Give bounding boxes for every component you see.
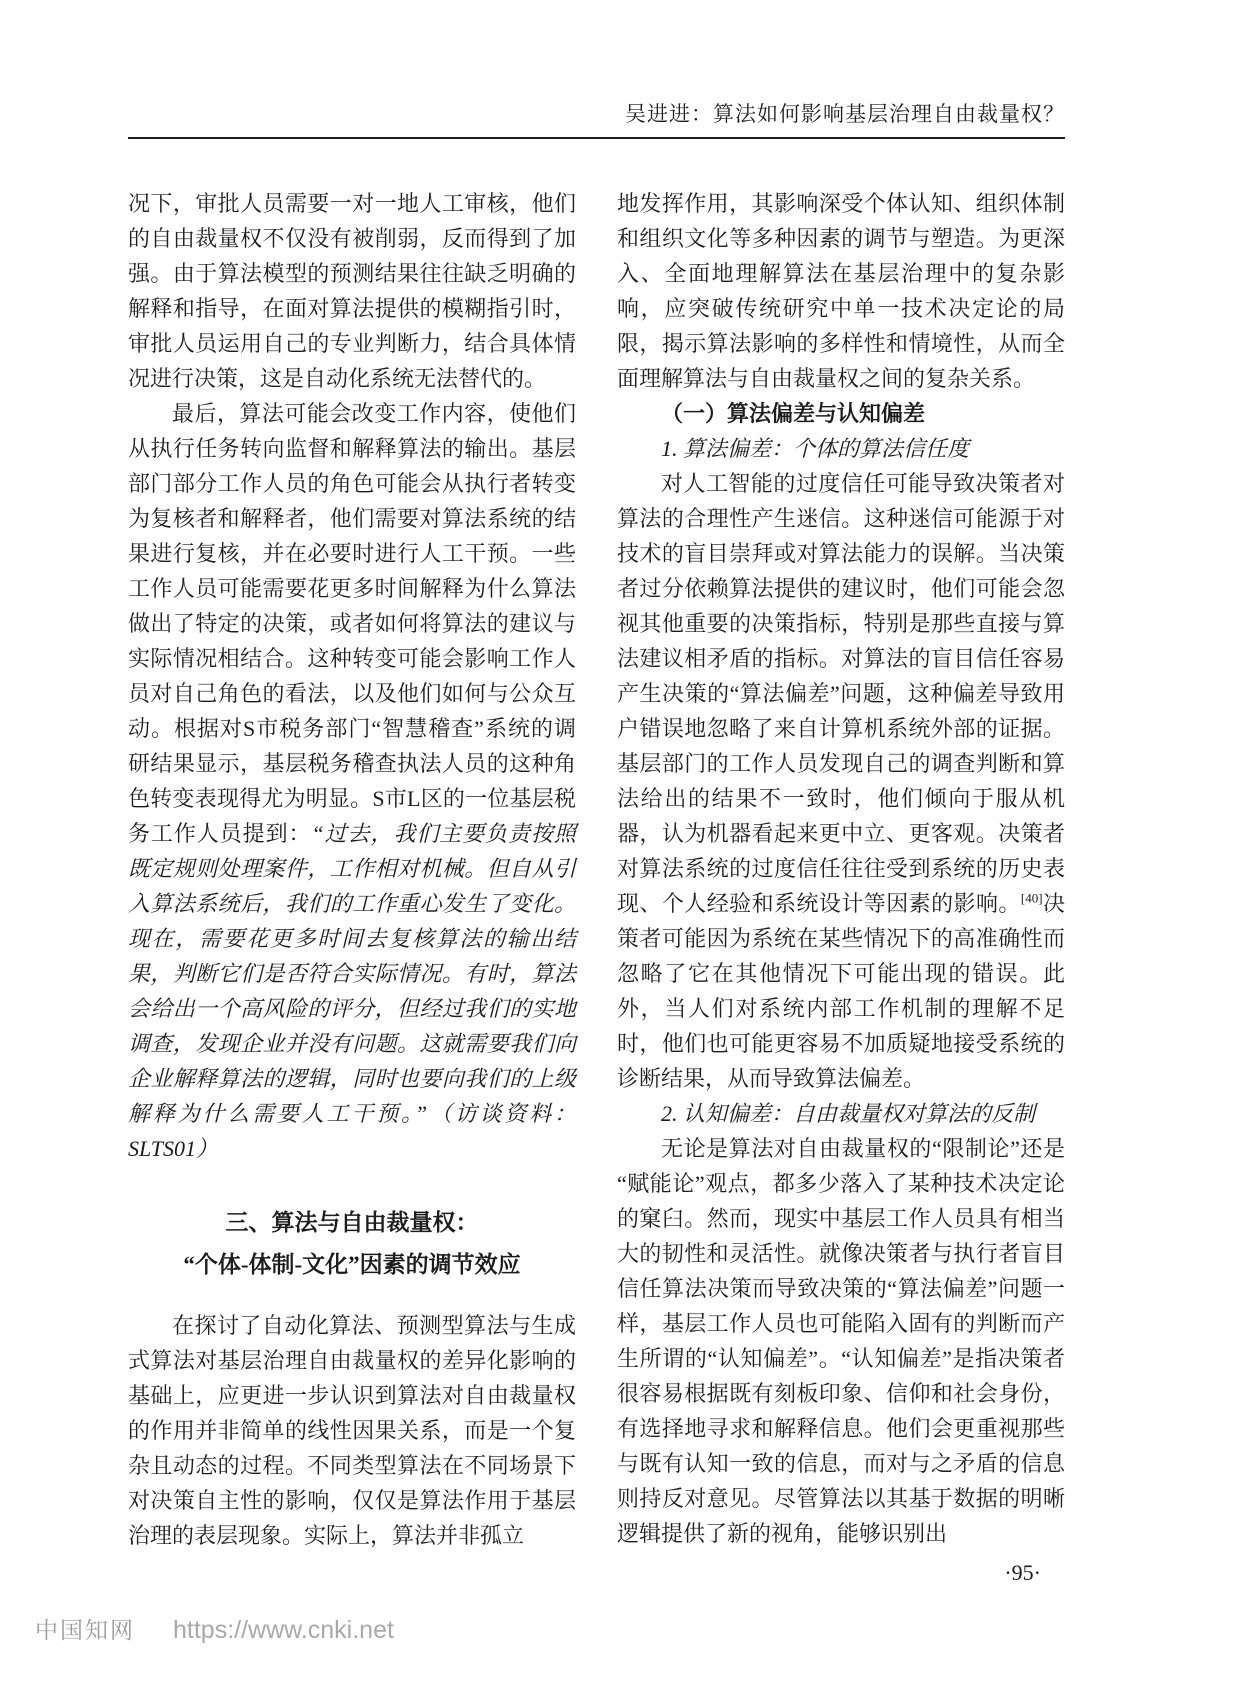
page-number: ·95· bbox=[1004, 1560, 1041, 1585]
paragraph-algorithm-bias bbox=[617, 466, 1065, 1096]
interview-quote: “过去，我们主要负责按照既定规则处理案件，工作相对机械。但自从引入算法系统后，我们的工作重心发生了变化。现在，需要花更多时间去复核算法的输出结果，判断它们是否符合实际情况。有时，算法会给出一个高风险的评分，但经过我们的实地调查，发现企业并没有问题。这就需要我们向企业解释算法的逻辑，同时也要向我们的上级解释为什么需要人工干预。”（访谈资料：SLTS01） bbox=[128, 821, 576, 1161]
left-column bbox=[128, 186, 576, 1590]
paragraph-continuation-right: 地发挥作用，其影响深受个体认知、组织体制和组织文化等多种因素的调节与塑造。为更深入、全面地理解算法在基层治理中的复杂影响，应突破传统研究中单一技术决定论的局限，揭示算法影响的多样性和情境性，从而全面理解算法与自由裁量权之间的复杂关系。 bbox=[617, 191, 1065, 391]
two-column-text bbox=[128, 186, 1065, 1590]
paragraph-continuation: 况下，审批人员需要一对一地人工审核，他们的自由裁量权不仅没有被削弱，反而得到了加强。由于算法模型的预测结果往往缺乏明确的解释和指导，在面对算法提供的模糊指引时，审批人员运用自己的专业判断力，结合具体情况进行决策，这是自动化系统无法替代的。 bbox=[128, 191, 576, 391]
right-column bbox=[617, 186, 1065, 1590]
footnote-ref-40: [40] bbox=[1020, 890, 1043, 906]
paragraph-section-intro: 在探讨了自动化算法、预测型算法与生成式算法对基层治理自由裁量权的差异化影响的基础上，应更进一步认识到算法对自由裁量权的作用并非简单的线性因果关系，而是一个复杂且动态的过程。不同类型算法在不同场景下对决策自主性的影响，仅仅是算法作用于基层治理的表层现象。实际上，算法并非孤立 bbox=[128, 1313, 576, 1548]
running-header-title: 吴进进：算法如何影响基层治理自由裁量权？ bbox=[625, 102, 1065, 126]
cnki-url: https://www.cnki.net bbox=[173, 1616, 394, 1644]
numbered-subheading-2: 2. 认知偏差：自由裁量权对算法的反制 bbox=[661, 1101, 1036, 1126]
cnki-footer bbox=[35, 1612, 394, 1645]
paragraph-algorithm-bias-text-after: 决策者可能因为系统在某些情况下的高准确性而忽略了它在其他情况下可能出现的错误。此外，当人们对系统内部工作机制的理解不足时，他们也可能更容易不加质疑地接受系统的诊断结果，从而导致算法偏差。 bbox=[617, 891, 1065, 1091]
paragraph-role-change bbox=[128, 396, 576, 1166]
paragraph-cognitive-bias: 无论是算法对自由裁量权的“限制论”还是“赋能论”观点，都多少落入了某种技术决定论的窠臼。然而，现实中基层工作人员具有相当大的韧性和灵活性。就像决策者与执行者盲目信任算法决策而导致决策的“算法偏差”问题一样，基层工作人员也可能陷入固有的判断而产生所谓的“认知偏差”。“认知偏差”是指决策者很容易根据既有刻板印象、信仰和社会身份，有选择地寻求和解释信息。他们会更重视那些与既有认知一致的信息，而对与之矛盾的信息则持反对意见。尽管算法以其基于数据的明晰逻辑提供了新的视角，能够识别出 bbox=[617, 1136, 1065, 1546]
section-heading bbox=[128, 1202, 576, 1286]
numbered-subheading-1: 1. 算法偏差：个体的算法信任度 bbox=[661, 436, 970, 461]
paragraph-algorithm-bias-text: 对人工智能的过度信任可能导致决策者对算法的合理性产生迷信。这种迷信可能源于对技术的盲目崇拜或对算法能力的误解。当决策者过分依赖算法提供的建议时，他们可能会忽视其他重要的决策指标，特别是那些直接与算法建议相矛盾的指标。对算法的盲目信任容易产生决策的“算法偏差”问题，这种偏差导致用户错误地忽略了来自计算机系统外部的证据。基层部门的工作人员发现自己的调查判断和算法给出的结果不一致时，他们倾向于服从机器，认为机器看起来更中立、更客观。决策者对算法系统的过度信任往往受到系统的历史表现、个人经验和系统设计等因素的影响。 bbox=[617, 471, 1065, 916]
paragraph-role-change-text: 最后，算法可能会改变工作内容，使他们从执行任务转向监督和解释算法的输出。基层部门部分工作人员的角色可能会从执行者转变为复核者和解释者，他们需要对算法系统的结果进行复核，并在必要时进行人工干预。一些工作人员可能需要花更多时间解释为什么算法做出了特定的决策，或者如何将算法的建议与实际情况相结合。这种转变可能会影响工作人员对自己角色的看法，以及他们如何与公众互动。根据对S市税务部门“智慧稽查”系统的调研结果显示，基层税务稽查执法人员的这种角色转变表现得尤为明显。S市L区的一位基层税务工作人员提到： bbox=[128, 401, 576, 846]
subsection-heading-bias: （一）算法偏差与认知偏差 bbox=[661, 401, 926, 426]
cnki-watermark: 中国知网 bbox=[35, 1617, 135, 1643]
header-rule bbox=[128, 137, 1065, 139]
section-heading-line1: 三、算法与自由裁量权： bbox=[225, 1210, 479, 1235]
section-heading-line2: “个体-体制-文化”因素的调节效应 bbox=[183, 1252, 521, 1277]
